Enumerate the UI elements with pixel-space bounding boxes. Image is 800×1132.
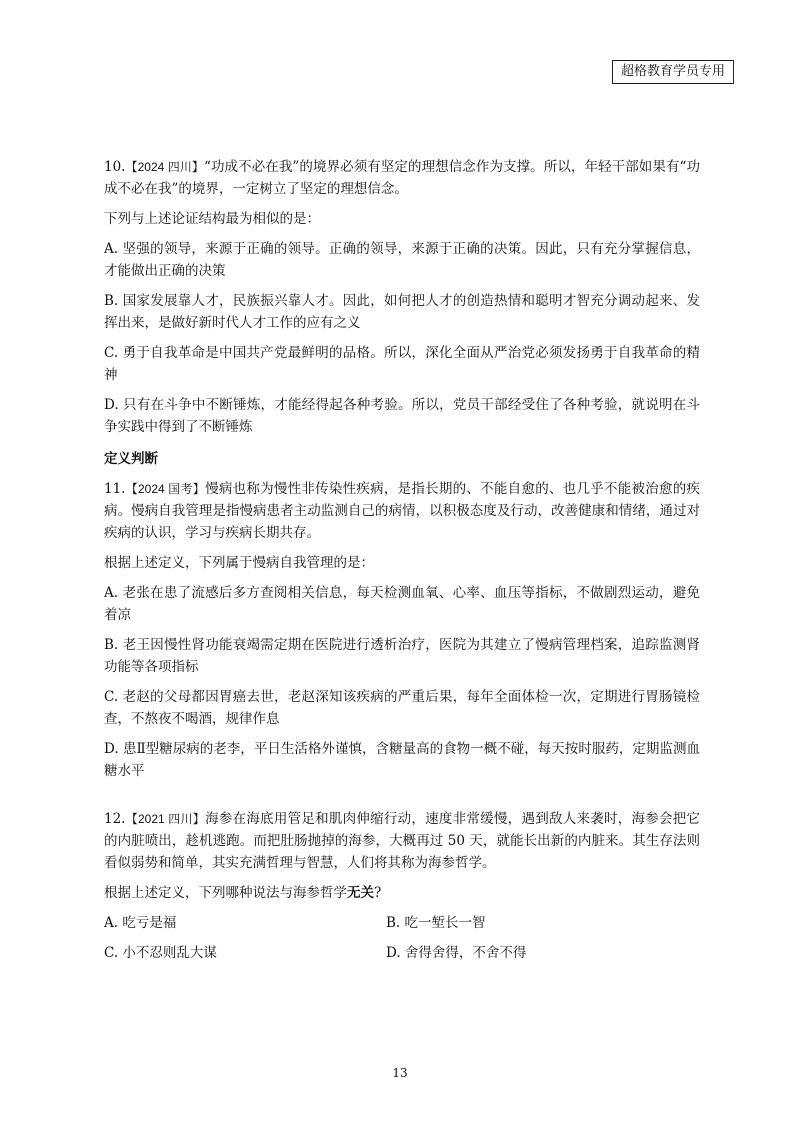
question-source-tag: 【2024 国考】 — [125, 482, 206, 496]
page-content — [104, 156, 700, 964]
question-12-stem — [104, 808, 700, 874]
question-12-prompt — [104, 882, 700, 904]
question-source-tag: 【2021 四川】 — [125, 812, 206, 826]
section-title: 定义判断 — [104, 451, 158, 467]
question-stem-text: “功成不必在我”的境界必须有坚定的理想信念作为支撑。所以，年轻干部如果有“功成不必在我”的境界，一定树立了坚定的理想信念。 — [104, 159, 700, 197]
question-11-option-d: D. 患Ⅱ型糖尿病的老李，平日生活格外谨慎，含糖量高的食物一概不碰，每天按时服药，定期监测血糖水平 — [104, 741, 700, 779]
question-10 — [104, 156, 700, 438]
question-stem-text: 海参在海底用管足和肌肉伸缩行动，速度非常缓慢，遇到敌人来袭时，海参会把它的内脏喷出，趁机逃跑。而把肚肠抛掉的海参，大概再过 50 天，就能长出新的内脏来。其生存法则看似弱势和简单，其实充满哲理与智慧，人们将其称为海参哲学。 — [104, 811, 701, 871]
question-12-options — [104, 912, 700, 964]
prompt-text: 根据上述定义，下列哪种说法与海参哲学 — [104, 885, 347, 901]
question-11-prompt: 根据上述定义，下列属于慢病自我管理的是： — [104, 555, 374, 571]
question-11-stem — [104, 478, 700, 544]
question-10-prompt: 下列与上述论证结构最为相似的是： — [104, 211, 320, 227]
header-badge: 超格教育学员专用 — [612, 60, 734, 84]
question-12-option-b: B. 吃一堑长一智 — [386, 915, 486, 931]
page-number: 13 — [392, 1066, 408, 1080]
question-10-stem — [104, 156, 700, 200]
question-11-option-a: A. 老张在患了流感后多方查阅相关信息，每天检测血氧、心率、血压等指标，不做剧烈运动，避免着凉 — [104, 585, 700, 623]
question-12 — [104, 808, 700, 964]
question-12-option-c: C. 小不忍则乱大谋 — [104, 945, 217, 961]
prompt-end: ? — [374, 885, 382, 901]
question-number: 10. — [104, 159, 126, 175]
question-10-option-a: A. 坚强的领导，来源于正确的领导。正确的领导，来源于正确的决策。因此，只有充分掌握信息，才能做出正确的决策 — [104, 241, 700, 279]
question-stem-text: 慢病也称为慢性非传染性疾病，是指长期的、不能自愈的、也几乎不能被治愈的疾病。慢病自我管理是指慢病患者主动监测自己的病情，以积极态度及行动，改善健康和情绪，通过对疾病的认识，学习与疾病长期共存。 — [104, 481, 701, 541]
question-number: 11. — [104, 481, 126, 497]
prompt-emphasis: 无关 — [347, 885, 374, 901]
question-number: 12. — [104, 811, 126, 827]
question-11-option-b: B. 老王因慢性肾功能衰竭需定期在医院进行透析治疗，医院为其建立了慢病管理档案，追踪监测肾功能等各项指标 — [104, 637, 700, 675]
question-12-option-d: D. 舍得舍得，不舍不得 — [386, 945, 527, 961]
question-source-tag: 【2024 四川】 — [125, 160, 204, 174]
question-11 — [104, 478, 700, 782]
question-10-option-b: B. 国家发展靠人才，民族振兴靠人才。因此，如何把人才的创造热情和聪明才智充分调动起来、发挥出来，是做好新时代人才工作的应有之义 — [104, 293, 700, 331]
question-10-option-d: D. 只有在斗争中不断锤炼，才能经得起各种考验。所以，党员干部经受住了各种考验，就说明在斗争实践中得到了不断锤炼 — [104, 397, 700, 435]
question-10-option-c: C. 勇于自我革命是中国共产党最鲜明的品格。所以，深化全面从严治党必须发扬勇于自我革命的精神 — [104, 345, 700, 383]
question-12-option-a: A. 吃亏是福 — [104, 915, 177, 931]
question-11-option-c: C. 老赵的父母都因胃癌去世，老赵深知该疾病的严重后果，每年全面体检一次，定期进行胃肠镜检查，不熬夜不喝酒，规律作息 — [104, 689, 700, 727]
